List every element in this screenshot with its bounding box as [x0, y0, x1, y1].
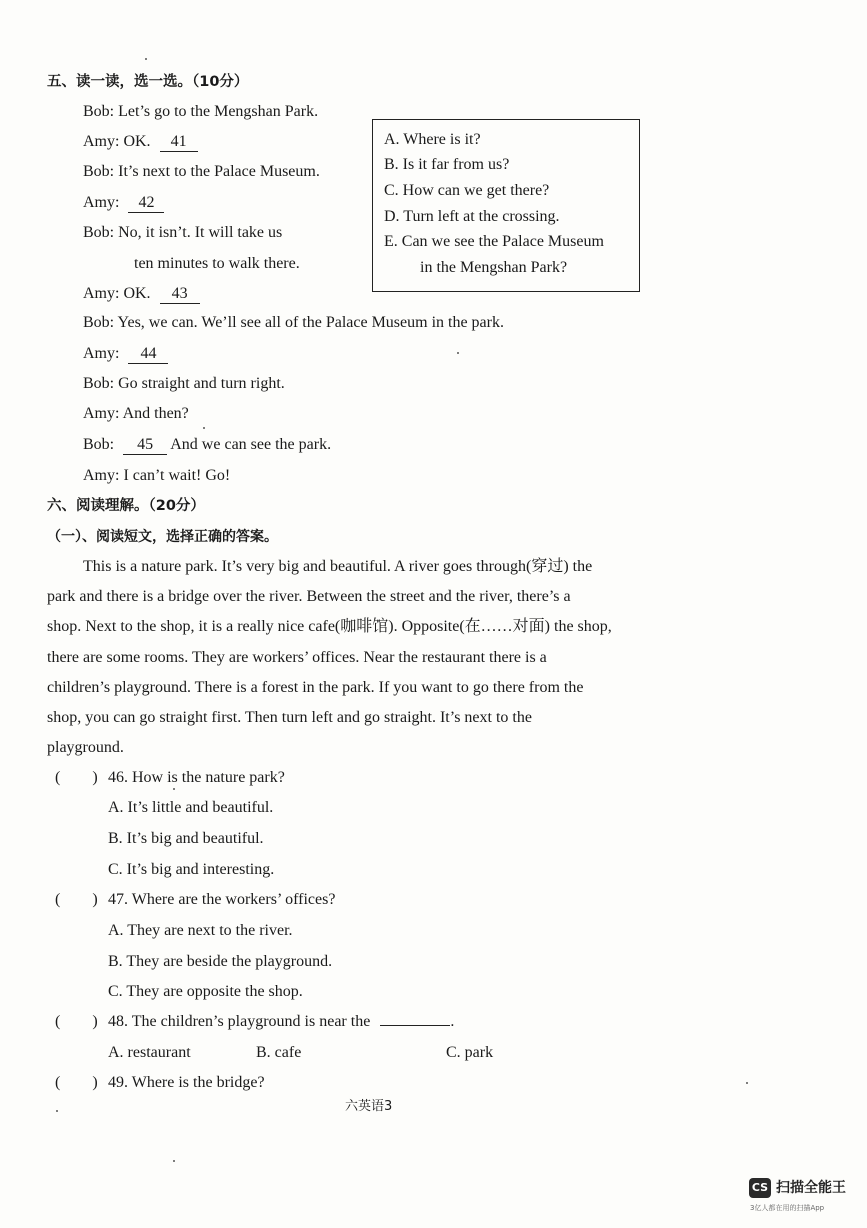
- question-48-period: .: [450, 1013, 455, 1030]
- question-47-option-c: C. They are opposite the shop.: [108, 983, 303, 1000]
- scan-speck: [457, 352, 459, 354]
- answer-bracket-47[interactable]: ( ): [55, 891, 98, 908]
- passage-line: shop. Next to the shop, it is a really nice cafe(咖啡馆). Opposite(在……对面) the shop,: [47, 618, 612, 635]
- passage-line: park and there is a bridge over the river. Between the street and the river, there’s a: [47, 588, 571, 605]
- scan-speck: [203, 427, 205, 429]
- question-47-option-b: B. They are beside the playground.: [108, 953, 333, 970]
- section5-heading: 五、读一读，选一选。（10分）: [47, 74, 249, 90]
- section6-subheading: （一）、阅读短文，选择正确的答案。: [47, 529, 278, 545]
- answer-bracket-48[interactable]: ( ): [55, 1013, 98, 1030]
- question-48-option-b: B. cafe: [256, 1044, 302, 1061]
- dialogue-line: Amy: And then?: [83, 405, 189, 422]
- question-47: 47. Where are the workers’ offices?: [108, 891, 336, 908]
- passage-line: playground.: [47, 739, 124, 756]
- scan-speck: [173, 1160, 175, 1162]
- page-label: 六英语3: [345, 1099, 393, 1114]
- question-48-option-c: C. park: [446, 1044, 494, 1061]
- question-46: 46. How is the nature park?: [108, 769, 285, 786]
- section6-heading: 六、阅读理解。（20分）: [47, 498, 205, 514]
- dialogue-line: [83, 284, 200, 304]
- dialogue-speaker-text: Amy: OK.: [83, 285, 151, 302]
- dialogue-speaker-text: Bob:: [83, 436, 115, 453]
- option-b: B. Is it far from us?: [384, 156, 510, 173]
- scan-speck: [746, 1082, 748, 1084]
- question-46-option-b: B. It’s big and beautiful.: [108, 830, 264, 847]
- scan-speck: [145, 58, 147, 60]
- answer-blank-43[interactable]: 43: [160, 285, 200, 304]
- passage-line: there are some rooms. They are workers’ offices. Near the restaurant there is a: [47, 649, 547, 666]
- dialogue-line: [83, 344, 168, 364]
- watermark-tagline: 3亿人都在用的扫描App: [750, 1204, 825, 1212]
- question-47-option-a: A. They are next to the river.: [108, 922, 293, 939]
- dialogue-line: Amy: I can’t wait! Go!: [83, 467, 231, 484]
- option-e: E. Can we see the Palace Museum: [384, 233, 604, 250]
- answer-blank-44[interactable]: 44: [128, 345, 168, 364]
- watermark-brand: 扫描全能王: [776, 1180, 846, 1196]
- question-48-text: 48. The children’s playground is near the: [108, 1013, 371, 1030]
- answer-blank-41[interactable]: 41: [160, 133, 198, 152]
- dialogue-line: [83, 193, 164, 213]
- dialogue-continuation: And we can see the park.: [170, 436, 332, 453]
- dialogue-line: Bob: Let’s go to the Mengshan Park.: [83, 103, 319, 120]
- option-e-continued: in the Mengshan Park?: [420, 259, 568, 276]
- dialogue-line: Bob: It’s next to the Palace Museum.: [83, 163, 320, 180]
- passage-line: This is a nature park. It’s very big and beautiful. A river goes through(穿过) the: [83, 558, 593, 575]
- option-d: D. Turn left at the crossing.: [384, 208, 560, 225]
- question-48: [108, 1012, 454, 1032]
- option-a: A. Where is it?: [384, 131, 481, 148]
- dialogue-speaker-text: Amy: OK.: [83, 133, 151, 150]
- dialogue-line: Bob: Yes, we can. We’ll see all of the Palace Museum in the park.: [83, 314, 504, 331]
- passage-line: children’s playground. There is a forest in the park. If you want to go there from the: [47, 679, 584, 696]
- dialogue-line: [83, 435, 331, 455]
- dialogue-line: Bob: No, it isn’t. It will take us: [83, 224, 283, 241]
- answer-bracket-46[interactable]: ( ): [55, 769, 98, 786]
- scan-speck: [56, 1110, 58, 1112]
- passage-line: shop, you can go straight first. Then turn left and go straight. It’s next to the: [47, 709, 532, 726]
- question-48-blank[interactable]: [380, 1025, 450, 1026]
- dialogue-speaker-text: Amy:: [83, 194, 120, 211]
- answer-blank-42[interactable]: 42: [128, 194, 164, 213]
- question-46-option-a: A. It’s little and beautiful.: [108, 799, 274, 816]
- scan-speck: [173, 788, 175, 790]
- question-46-option-c: C. It’s big and interesting.: [108, 861, 275, 878]
- answer-bracket-49[interactable]: ( ): [55, 1074, 98, 1091]
- option-c: C. How can we get there?: [384, 182, 550, 199]
- dialogue-line: Bob: Go straight and turn right.: [83, 375, 285, 392]
- dialogue-line: [83, 132, 198, 152]
- answer-blank-45[interactable]: 45: [123, 436, 167, 455]
- dialogue-line: ten minutes to walk there.: [134, 255, 300, 272]
- dialogue-speaker-text: Amy:: [83, 345, 120, 362]
- options-box: [372, 119, 640, 292]
- question-49: 49. Where is the bridge?: [108, 1074, 265, 1091]
- question-48-option-a: A. restaurant: [108, 1044, 191, 1061]
- camscanner-logo-icon: CS: [749, 1178, 771, 1198]
